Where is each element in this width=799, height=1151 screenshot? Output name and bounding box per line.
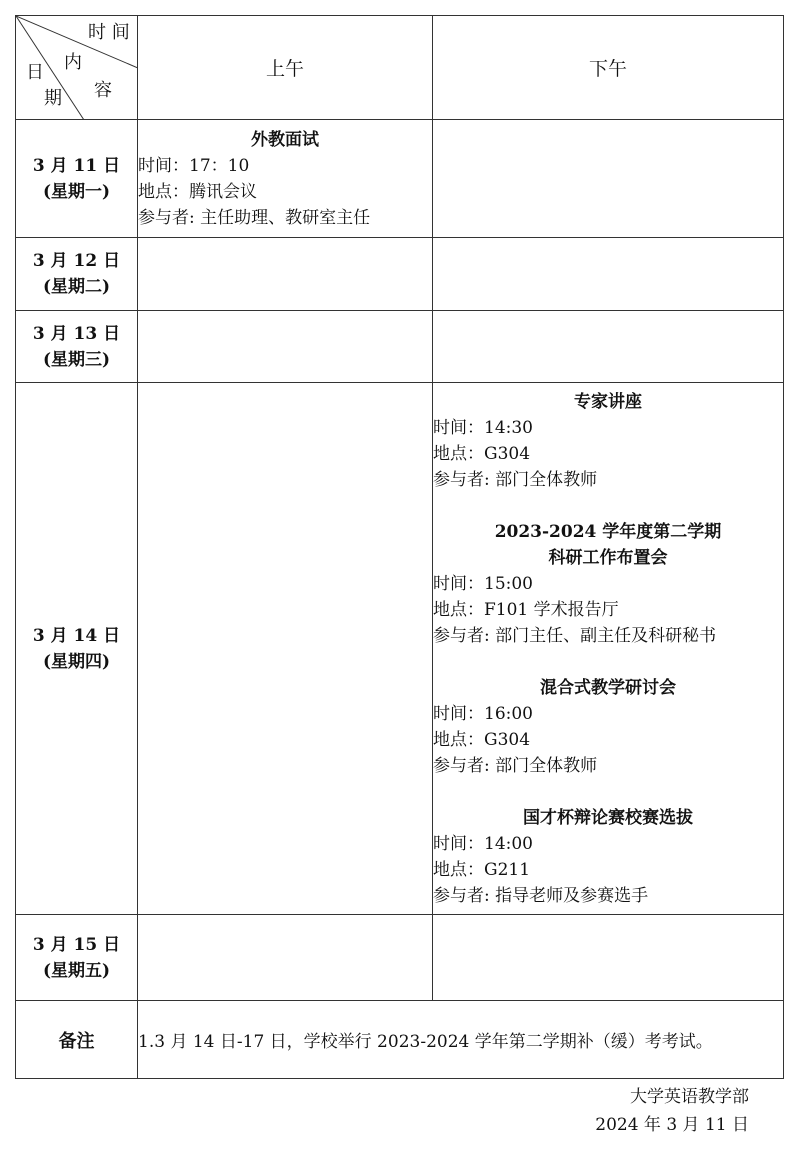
notes-label: 备注 [16, 1001, 138, 1079]
header-corner-cell [16, 16, 138, 120]
day-row [16, 383, 784, 915]
corner-date-char2: 期 [44, 88, 62, 109]
date-text: 3 月 12 日 [32, 251, 121, 271]
event-block [433, 805, 783, 909]
event-detail-line: 时间：16:00 [433, 703, 533, 724]
event-detail-line: 地点：腾讯会议 [138, 181, 257, 202]
event-detail-line: 时间：14:00 [433, 833, 533, 854]
footer-department: 大学英语教学部 [630, 1087, 749, 1107]
day-row [16, 238, 784, 311]
event-detail-line: 参与者: 部门全体教师 [433, 469, 598, 490]
event-detail-line: 地点：F101 学术报告厅 [433, 599, 619, 620]
date-text: 3 月 15 日 [32, 934, 121, 955]
event-title: 国才杯辩论赛校赛选拔 [523, 807, 693, 828]
morning-cell [138, 120, 433, 238]
event-block [138, 127, 432, 231]
day-row [16, 915, 784, 1001]
date-cell [16, 238, 138, 311]
event-detail-line: 时间：14:30 [433, 417, 533, 438]
corner-content-char1: 内 [64, 52, 82, 73]
event-detail-line: 参与者: 指导老师及参赛选手 [433, 885, 649, 906]
footer-date: 2024 年 3 月 11 日 [595, 1115, 749, 1135]
date-cell [16, 120, 138, 238]
event-detail-line: 时间：15:00 [433, 573, 533, 594]
afternoon-cell [433, 915, 784, 1001]
event-title-line2: 科研工作布置会 [548, 547, 668, 568]
weekday-text: (星期三) [42, 349, 111, 370]
morning-cell [138, 238, 433, 311]
event-title: 外教面试 [251, 129, 319, 150]
event-block [433, 389, 783, 493]
date-cell [16, 383, 138, 915]
event-detail-line: 地点：G211 [433, 859, 531, 880]
event-block [433, 675, 783, 779]
footer-signature [595, 1083, 749, 1139]
event-detail-line: 地点：G304 [433, 729, 531, 750]
header-row [16, 16, 784, 120]
event-detail-line: 参与者: 部门全体教师 [433, 755, 598, 776]
date-text: 3 月 14 日 [32, 625, 121, 646]
event-detail-line: 地点：G304 [433, 443, 531, 464]
weekday-text: (星期一) [42, 181, 111, 202]
event-title: 混合式教学研讨会 [540, 677, 676, 698]
header-morning: 上午 [138, 16, 433, 120]
notes-row [16, 1001, 784, 1079]
event-block [433, 519, 783, 649]
afternoon-cell [433, 238, 784, 311]
event-detail-line: 时间：17：10 [138, 155, 250, 176]
schedule-table [15, 15, 784, 1079]
header-afternoon: 下午 [433, 16, 784, 120]
afternoon-cell [433, 383, 784, 915]
corner-time-label: 时 间 [88, 22, 130, 43]
event-title: 2023-2024 学年度第二学期 [494, 521, 722, 542]
event-detail-line: 参与者: 主任助理、教研室主任 [138, 207, 371, 228]
afternoon-cell [433, 120, 784, 238]
weekday-text: (星期二) [42, 277, 111, 297]
day-row [16, 120, 784, 238]
corner-date-char1: 日 [26, 62, 44, 83]
event-detail-line: 参与者: 部门主任、副主任及科研秘书 [433, 625, 717, 646]
weekday-text: (星期五) [42, 960, 111, 981]
morning-cell [138, 915, 433, 1001]
weekday-text: (星期四) [42, 651, 111, 672]
morning-cell [138, 383, 433, 915]
corner-content-char2: 容 [94, 80, 112, 101]
event-title: 专家讲座 [574, 391, 642, 412]
afternoon-cell [433, 311, 784, 383]
date-text: 3 月 13 日 [32, 323, 121, 344]
date-cell [16, 915, 138, 1001]
day-row [16, 311, 784, 383]
date-cell [16, 311, 138, 383]
morning-cell [138, 311, 433, 383]
notes-text: 1.3 月 14 日-17 日，学校举行 2023-2024 学年第二学期补（缓）考考试。 [138, 1001, 784, 1079]
date-text: 3 月 11 日 [32, 155, 121, 176]
